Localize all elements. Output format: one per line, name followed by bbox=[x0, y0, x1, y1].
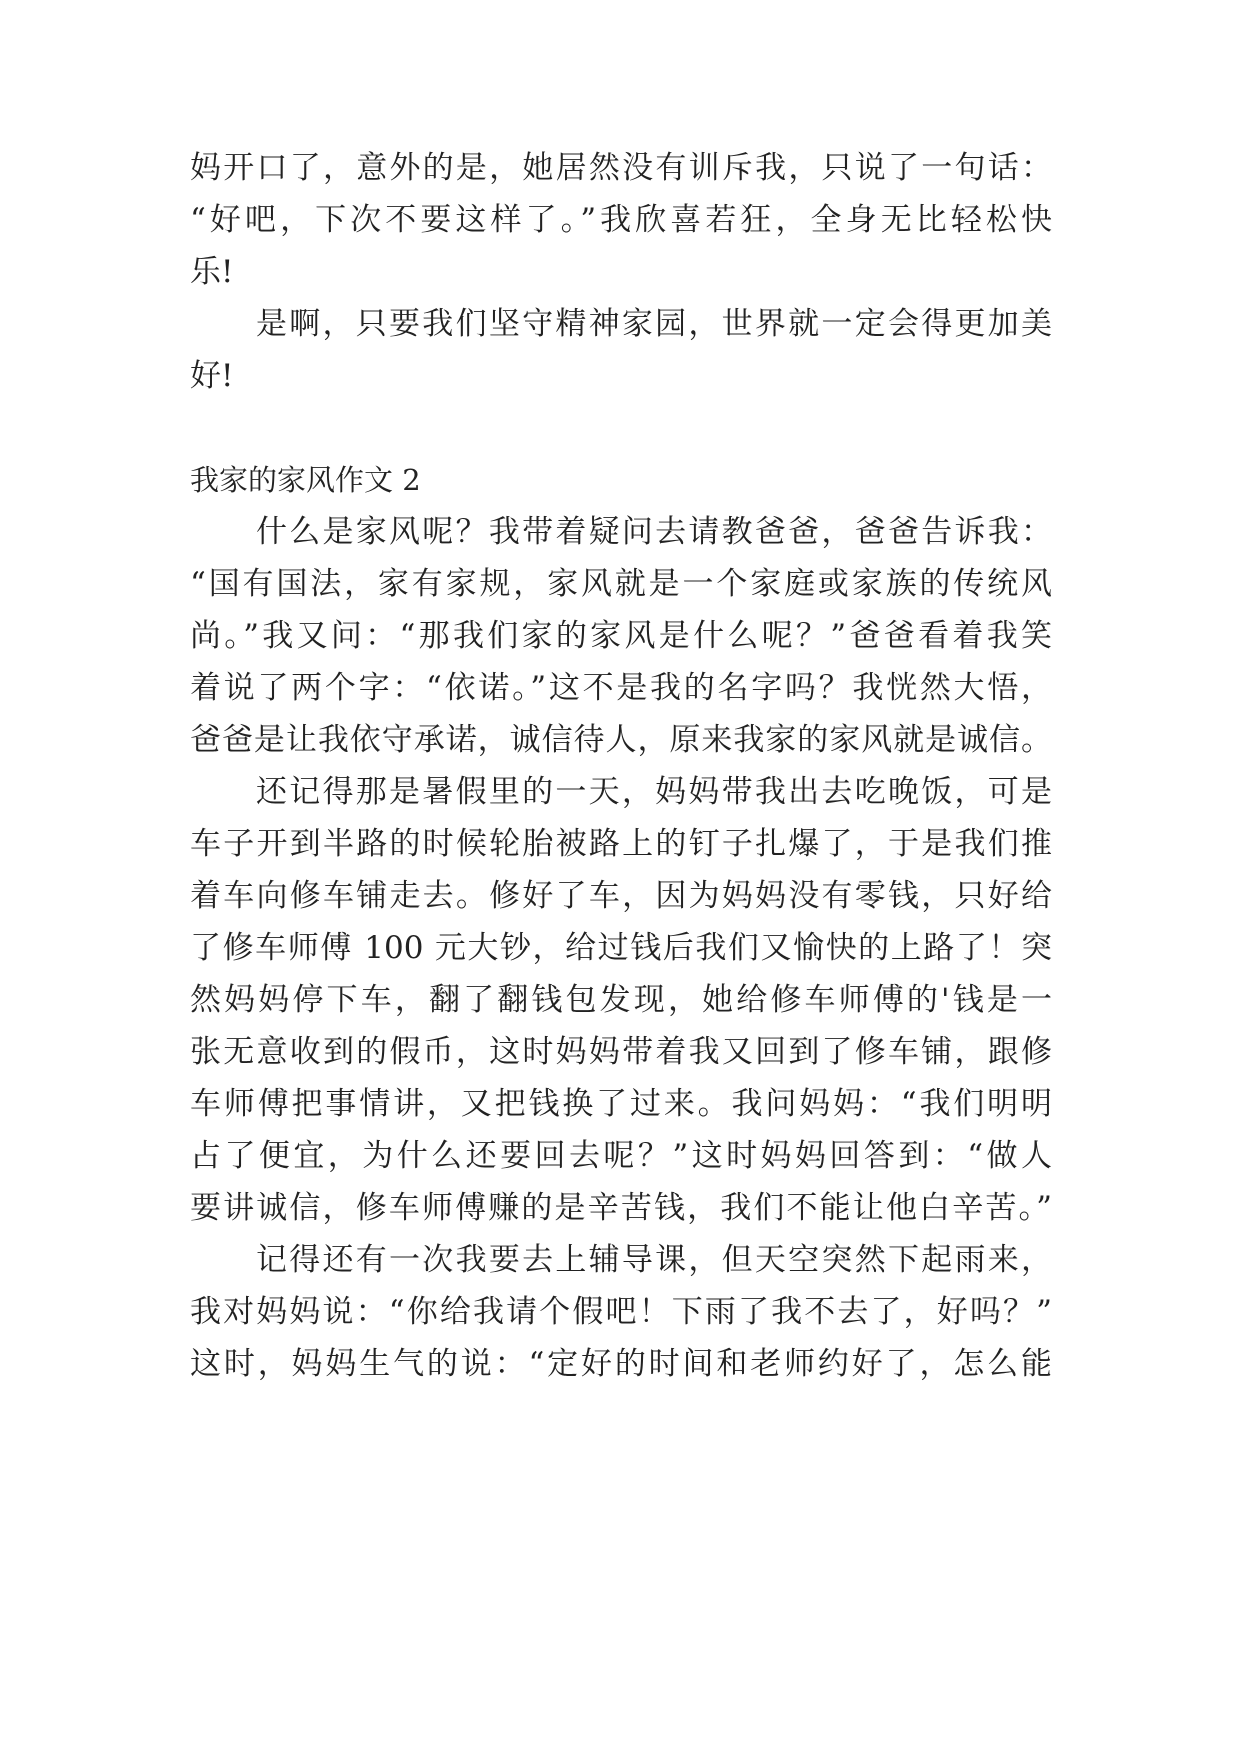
paragraph-line: 张无意收到的假币，这时妈妈带着我又回到了修车铺，跟修 bbox=[190, 1034, 1052, 1070]
paragraph-line: 妈开口了，意外的是，她居然没有训斥我，只说了一句话： bbox=[190, 150, 1052, 186]
paragraph-line: “好吧，下次不要这样了。”我欣喜若狂，全身无比轻松快 bbox=[190, 202, 1052, 238]
paragraph-line: 这时，妈妈生气的说：“定好的时间和老师约好了，怎么能 bbox=[190, 1346, 1052, 1382]
paragraph-line: 尚。”我又问：“那我们家的家风是什么呢？”爸爸看着我笑 bbox=[190, 618, 1052, 654]
paragraph-line: 车子开到半路的时候轮胎被路上的钉子扎爆了，于是我们推 bbox=[190, 826, 1052, 862]
paragraph-line: 着说了两个字：“依诺。”这不是我的名字吗？我恍然大悟， bbox=[190, 670, 1052, 706]
paragraph-line: 是啊，只要我们坚守精神家园，世界就一定会得更加美 bbox=[256, 306, 1052, 342]
paragraph-line: 爸爸是让我依守承诺，诚信待人，原来我家的家风就是诚信。 bbox=[190, 722, 1052, 758]
paragraph-line: 什么是家风呢？我带着疑问去请教爸爸，爸爸告诉我： bbox=[256, 514, 1052, 550]
paragraph-line: 要讲诚信，修车师傅赚的是辛苦钱，我们不能让他白辛苦。” bbox=[190, 1190, 1052, 1226]
document-page bbox=[190, 0, 1052, 1754]
paragraph-line: 着车向修车铺走去。修好了车，因为妈妈没有零钱，只好给 bbox=[190, 878, 1052, 914]
paragraph-line: 占了便宜，为什么还要回去呢？”这时妈妈回答到：“做人 bbox=[190, 1138, 1052, 1174]
paragraph-line: 记得还有一次我要去上辅导课，但天空突然下起雨来， bbox=[256, 1242, 1052, 1278]
paragraph-line: “国有国法，家有家规，家风就是一个家庭或家族的传统风 bbox=[190, 566, 1052, 602]
paragraph-line: 然妈妈停下车，翻了翻钱包发现，她给修车师傅的'钱是一 bbox=[190, 982, 1052, 1018]
paragraph-line: 乐! bbox=[190, 254, 234, 290]
paragraph-line: 车师傅把事情讲，又把钱换了过来。我问妈妈：“我们明明 bbox=[190, 1086, 1052, 1122]
paragraph-line: 还记得那是暑假里的一天，妈妈带我出去吃晚饭，可是 bbox=[256, 774, 1052, 810]
paragraph-line: 好! bbox=[190, 358, 234, 394]
paragraph-line: 我对妈妈说：“你给我请个假吧！下雨了我不去了，好吗？” bbox=[190, 1294, 1052, 1330]
section-heading: 我家的家风作文 2 bbox=[190, 463, 421, 497]
paragraph-line: 了修车师傅 100 元大钞，给过钱后我们又愉快的上路了！突 bbox=[190, 930, 1052, 966]
